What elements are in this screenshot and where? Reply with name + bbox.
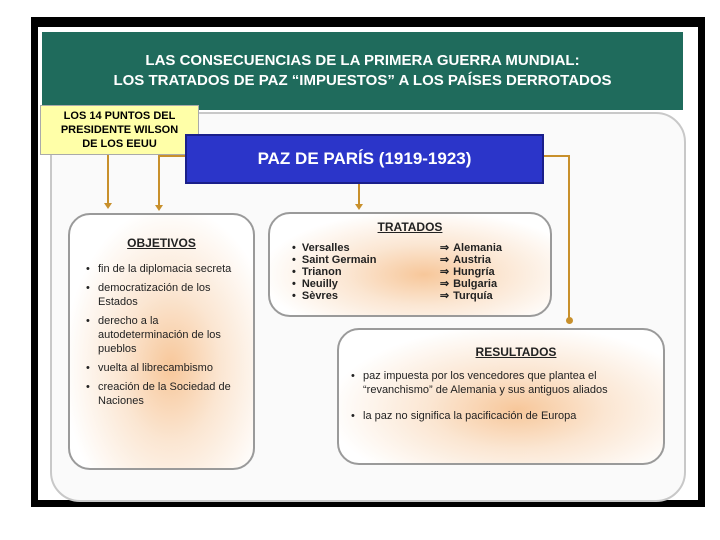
connector-paz-objetivos-arrow (155, 205, 163, 211)
treaty-name: Neuilly (301, 278, 338, 290)
table-row (292, 266, 502, 278)
treaty-bullet: • (292, 242, 296, 254)
tratados-panel (268, 212, 552, 317)
header-line-1: LAS CONSECUENCIAS DE LA PRIMERA GUERRA MUNDIAL: (145, 52, 580, 69)
list-item: • derecho a la autodeterminación de los pueblos (86, 314, 243, 356)
arrow-icon: ⇒ (439, 266, 450, 278)
treaty-country: Austria (453, 254, 491, 266)
connector-wilson (107, 153, 109, 203)
table-row (292, 254, 502, 266)
list-item: • creación de la Sociedad de Naciones (86, 380, 243, 408)
wilson-line-2: PRESIDENTE WILSON (60, 124, 179, 136)
resultados-panel (337, 328, 665, 465)
connector-paz-resultados-v (568, 155, 570, 318)
paz-de-paris-label: PAZ DE PARÍS (1919-1923) (257, 149, 472, 168)
treaty-bullet: • (292, 290, 296, 302)
wilson-line-3: DE LOS EEUU (82, 138, 157, 150)
connector-paz-resultados-dot (566, 317, 573, 324)
treaty-name: Sèvres (301, 290, 338, 302)
objetivos-list (86, 262, 243, 408)
list-item: • democratización de los Estados (86, 281, 243, 309)
table-row (292, 242, 502, 254)
list-item: • fin de la diplomacia secreta (86, 262, 243, 276)
treaty-country: Alemania (453, 242, 502, 254)
connector-paz-resultados-h (540, 155, 570, 157)
treaty-name: Versalles (301, 242, 350, 254)
wilson-14-points-box (40, 105, 199, 155)
connector-paz-objetivos-h (158, 155, 186, 157)
treaty-country: Turquía (453, 290, 493, 302)
header-line-2: LOS TRATADOS DE PAZ “IMPUESTOS” A LOS PAÍSES DERROTADOS (113, 72, 612, 89)
connector-paz-tratados-arrow (355, 204, 363, 210)
connector-paz-objetivos-v (158, 155, 160, 205)
treaty-country: Bulgaria (453, 278, 498, 290)
treaty-country: Hungría (453, 266, 495, 278)
list-item: • la paz no significa la pacificación de Europa (351, 409, 649, 423)
tratados-table (292, 242, 502, 302)
treaty-bullet: • (292, 266, 296, 278)
arrow-icon: ⇒ (439, 290, 450, 302)
arrow-icon: ⇒ (439, 278, 450, 290)
treaty-name: Saint Germain (301, 254, 377, 266)
table-row (292, 290, 502, 302)
objetivos-panel (68, 213, 255, 470)
resultados-list (351, 369, 649, 423)
tratados-title: TRATADOS (377, 220, 443, 234)
list-item: • vuelta al librecambismo (86, 361, 243, 375)
connector-paz-tratados (358, 182, 360, 206)
objetivos-title: OBJETIVOS (127, 236, 196, 250)
table-row (292, 278, 502, 290)
paz-de-paris-box (185, 134, 544, 184)
treaty-bullet: • (292, 254, 296, 266)
treaty-bullet: • (292, 278, 296, 290)
arrow-icon: ⇒ (439, 254, 450, 266)
list-item: • paz impuesta por los vencedores que plantea el “revanchismo” de Alemania y sus antiguos aliados (351, 369, 649, 397)
connector-wilson-arrow (104, 203, 112, 209)
wilson-line-1: LOS 14 PUNTOS DEL (63, 110, 176, 122)
resultados-title: RESULTADOS (475, 345, 557, 359)
arrow-icon: ⇒ (439, 242, 450, 254)
treaty-name: Trianon (301, 266, 342, 278)
slide-header (42, 32, 683, 110)
